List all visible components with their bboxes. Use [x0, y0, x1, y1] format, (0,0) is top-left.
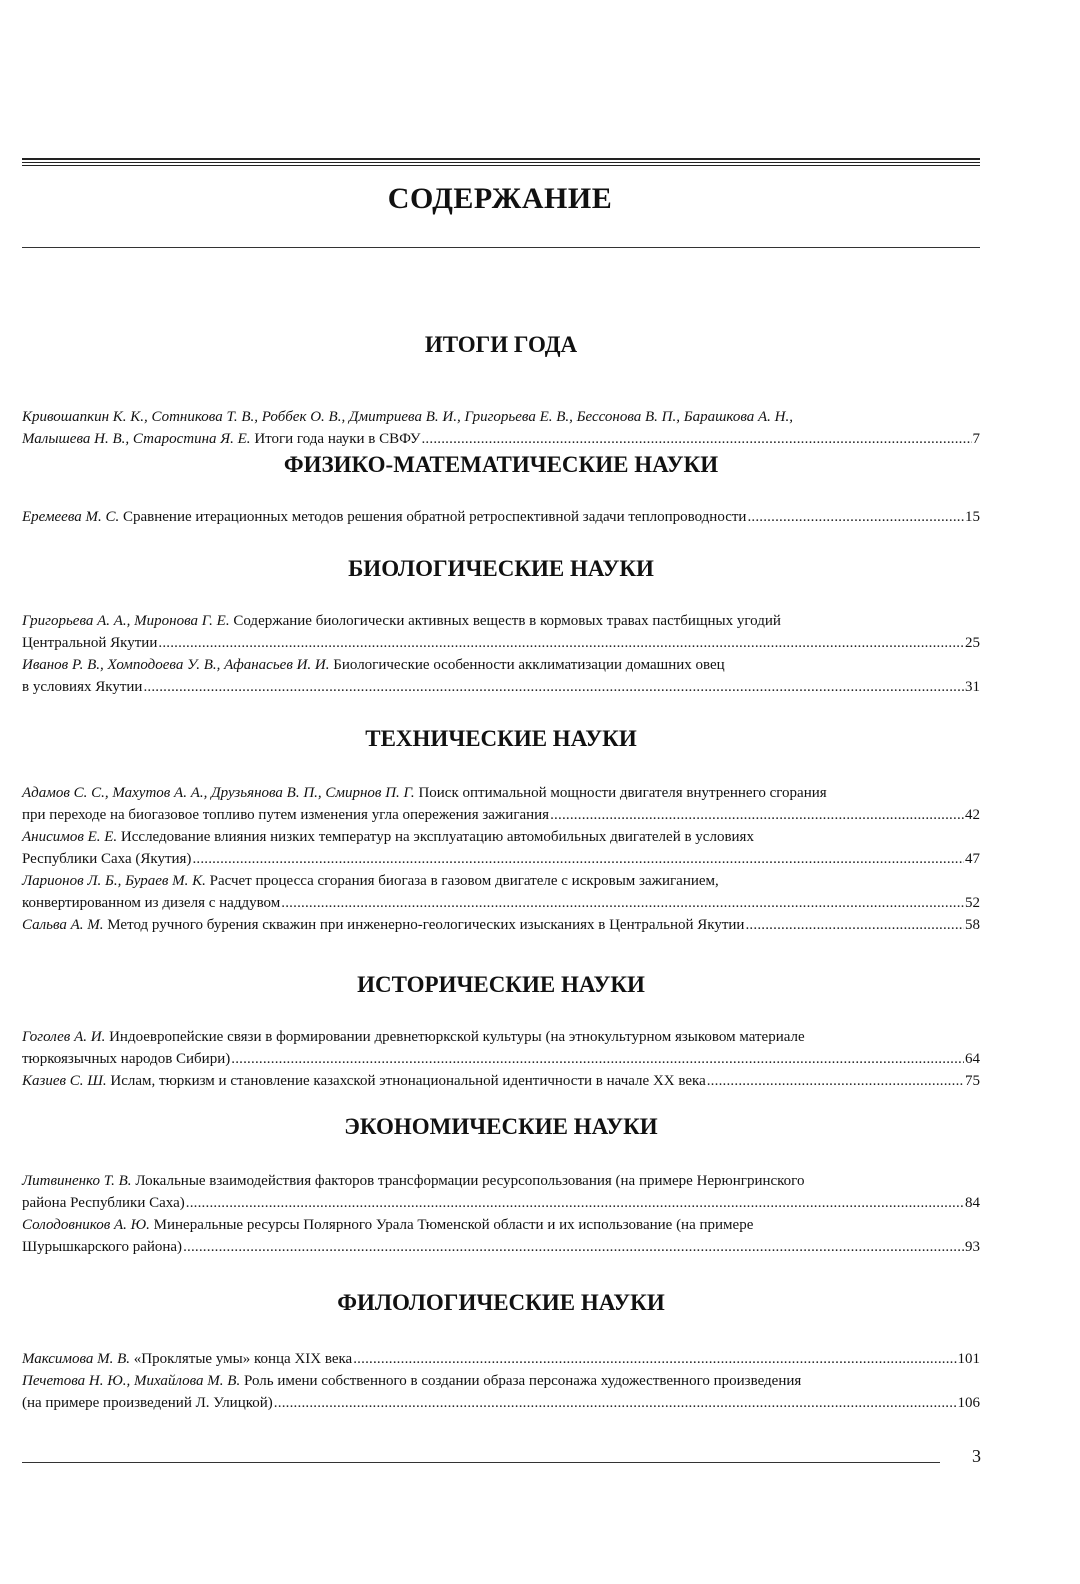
toc-section [22, 1112, 980, 1258]
entry-page: 58 [965, 917, 980, 933]
entry-page: 25 [965, 635, 980, 651]
entry-title: Поиск оптимальной мощности двигателя внутреннего сгорания [414, 785, 827, 801]
entry-authors: Казиев С. Ш. [22, 1073, 107, 1089]
top-rule [22, 165, 980, 166]
entry-page: 84 [965, 1195, 980, 1211]
toc-section [22, 970, 980, 1092]
entry-page: 15 [965, 509, 980, 525]
entry-title: тюркоязычных народов Сибири) [22, 1051, 231, 1067]
entry-authors: Солодовников А. Ю. [22, 1217, 150, 1233]
leader-dots [421, 428, 971, 450]
toc-entry[interactable] [22, 870, 980, 914]
toc-entry[interactable] [22, 610, 980, 654]
toc-entry[interactable] [22, 1070, 980, 1092]
entry-authors: Еремеева М. С. [22, 509, 120, 525]
entry-title: Индоевропейские связи в формировании древнетюркской культуры (на этнокультурном языковом материале [105, 1029, 805, 1045]
entry-authors: Гоголев А. И. [22, 1029, 106, 1045]
toc-section [22, 554, 980, 698]
entry-page: 64 [965, 1051, 980, 1067]
leader-dots [274, 1392, 957, 1414]
toc-entry[interactable] [22, 782, 980, 826]
section-title: ИСТОРИЧЕСКИЕ НАУКИ [357, 972, 645, 997]
entry-title: Республики Саха (Якутия) [22, 851, 192, 867]
leader-dots [745, 914, 964, 936]
footer-rule [22, 1462, 940, 1463]
leader-dots [707, 1070, 964, 1092]
entry-title: Ислам, тюркизм и становление казахской этнонациональной идентичности в начале XX века [106, 1073, 706, 1089]
section-title: ФИЛОЛОГИЧЕСКИЕ НАУКИ [337, 1290, 665, 1315]
top-rule [22, 162, 980, 163]
entry-title: «Проклятые умы» конца XIX века [130, 1351, 353, 1367]
toc-section [22, 724, 980, 936]
entry-title: (на примере произведений Л. Улицкой) [22, 1395, 273, 1411]
title-rule [22, 247, 980, 248]
leader-dots [550, 804, 964, 826]
entry-title: Исследование влияния низких температур на эксплуатацию автомобильных двигателей в условиях [117, 829, 754, 845]
entry-authors: Иванов Р. В., Хомподоева У. В., Афанасьев И. И. [22, 657, 330, 673]
entry-authors: Печетова Н. Ю., Михайлова М. В. [22, 1373, 241, 1389]
entry-title: Итоги года науки в СВФУ [250, 431, 421, 447]
entry-title: Центральной Якутии [22, 635, 158, 651]
section-title: ИТОГИ ГОДА [424, 332, 578, 357]
toc-entry[interactable] [22, 654, 980, 698]
entry-authors: Литвиненко Т. В. [22, 1173, 132, 1189]
toc-entry[interactable] [22, 1370, 980, 1414]
leader-dots [231, 1048, 964, 1070]
leader-dots [143, 676, 964, 698]
entry-authors: Кривошапкин К. К., Сотникова Т. В., Роббек О. В., Дмитриева В. И., Григорьева Е. В., Бессонова В. П., Барашкова А. Н., [22, 409, 794, 425]
entry-title: Шурышкарского района) [22, 1239, 183, 1255]
entry-title: Содержание биологически активных веществ в кормовых травах пастбищных угодий [229, 613, 781, 629]
section-title: ЭКОНОМИЧЕСКИЕ НАУКИ [344, 1114, 658, 1139]
entry-page: 93 [965, 1239, 980, 1255]
entry-title: района Республики Саха) [22, 1195, 185, 1211]
entry-authors: Григорьева А. А., Миронова Г. Е. [22, 613, 230, 629]
entry-title: Локальные взаимодействия факторов трансформации ресурсопользования (на примере Нерюнгринского [131, 1173, 805, 1189]
entry-title: Минеральные ресурсы Полярного Урала Тюменской области и их использование (на примере [149, 1217, 754, 1233]
leader-dots [353, 1348, 956, 1370]
toc-entry[interactable] [22, 826, 980, 870]
entry-page: 52 [965, 895, 980, 911]
entry-page: 31 [965, 679, 980, 695]
entry-title: Роль имени собственного в создании образа персонажа художественного произведения [240, 1373, 802, 1389]
toc-section [22, 1288, 980, 1414]
top-rule [22, 158, 980, 160]
entry-page: 42 [965, 807, 980, 823]
section-title: ТЕХНИЧЕСКИЕ НАУКИ [365, 726, 637, 751]
toc-section [22, 450, 980, 528]
entry-authors: Малышева Н. В., Старостина Я. Е. [22, 431, 251, 447]
entry-authors: Сальва А. М. [22, 917, 104, 933]
toc-entry[interactable] [22, 506, 980, 528]
entry-page: 7 [972, 431, 980, 447]
toc-entry[interactable] [22, 1170, 980, 1214]
section-title: БИОЛОГИЧЕСКИЕ НАУКИ [348, 556, 654, 581]
entry-title: при переходе на биогазовое топливо путем изменения угла опережения зажигания [22, 807, 550, 823]
entry-title: в условиях Якутии [22, 679, 143, 695]
leader-dots [158, 632, 964, 654]
entry-page: 75 [965, 1073, 980, 1089]
entry-page: 101 [957, 1351, 980, 1367]
toc-entry[interactable] [22, 1348, 980, 1370]
page-number: 3 [972, 1446, 981, 1466]
entry-authors: Анисимов Е. Е. [22, 829, 118, 845]
leader-dots [186, 1192, 964, 1214]
entry-title: Расчет процесса сгорания биогаза в газовом двигателе с искровым зажиганием, [205, 873, 719, 889]
entry-title: Метод ручного бурения скважин при инженерно-геологических изысканиях в Центральной Якутии [103, 917, 745, 933]
entry-authors: Адамов С. С., Махутов А. А., Друзьянова В. П., Смирнов П. Г. [22, 785, 415, 801]
entry-page: 47 [965, 851, 980, 867]
toc-entry[interactable] [22, 1214, 980, 1258]
leader-dots [192, 848, 964, 870]
leader-dots [281, 892, 964, 914]
section-title: ФИЗИКО-МАТЕМАТИЧЕСКИЕ НАУКИ [283, 452, 719, 477]
entry-page: 106 [957, 1395, 980, 1411]
entry-title: Сравнение итерационных методов решения обратной ретроспективной задачи теплопроводности [119, 509, 747, 525]
page-title: СОДЕРЖАНИЕ [387, 182, 613, 215]
toc-entry[interactable] [22, 914, 980, 936]
leader-dots [183, 1236, 964, 1258]
toc-entry[interactable] [22, 406, 980, 450]
toc-entry[interactable] [22, 1026, 980, 1070]
entry-title: Биологические особенности акклиматизации домашних овец [329, 657, 725, 673]
leader-dots [747, 506, 964, 528]
entry-authors: Ларионов Л. Б., Бураев М. К. [22, 873, 206, 889]
entry-title: конвертированном из дизеля с наддувом [22, 895, 281, 911]
toc-section [22, 330, 980, 450]
entry-authors: Максимова М. В. [22, 1351, 131, 1367]
